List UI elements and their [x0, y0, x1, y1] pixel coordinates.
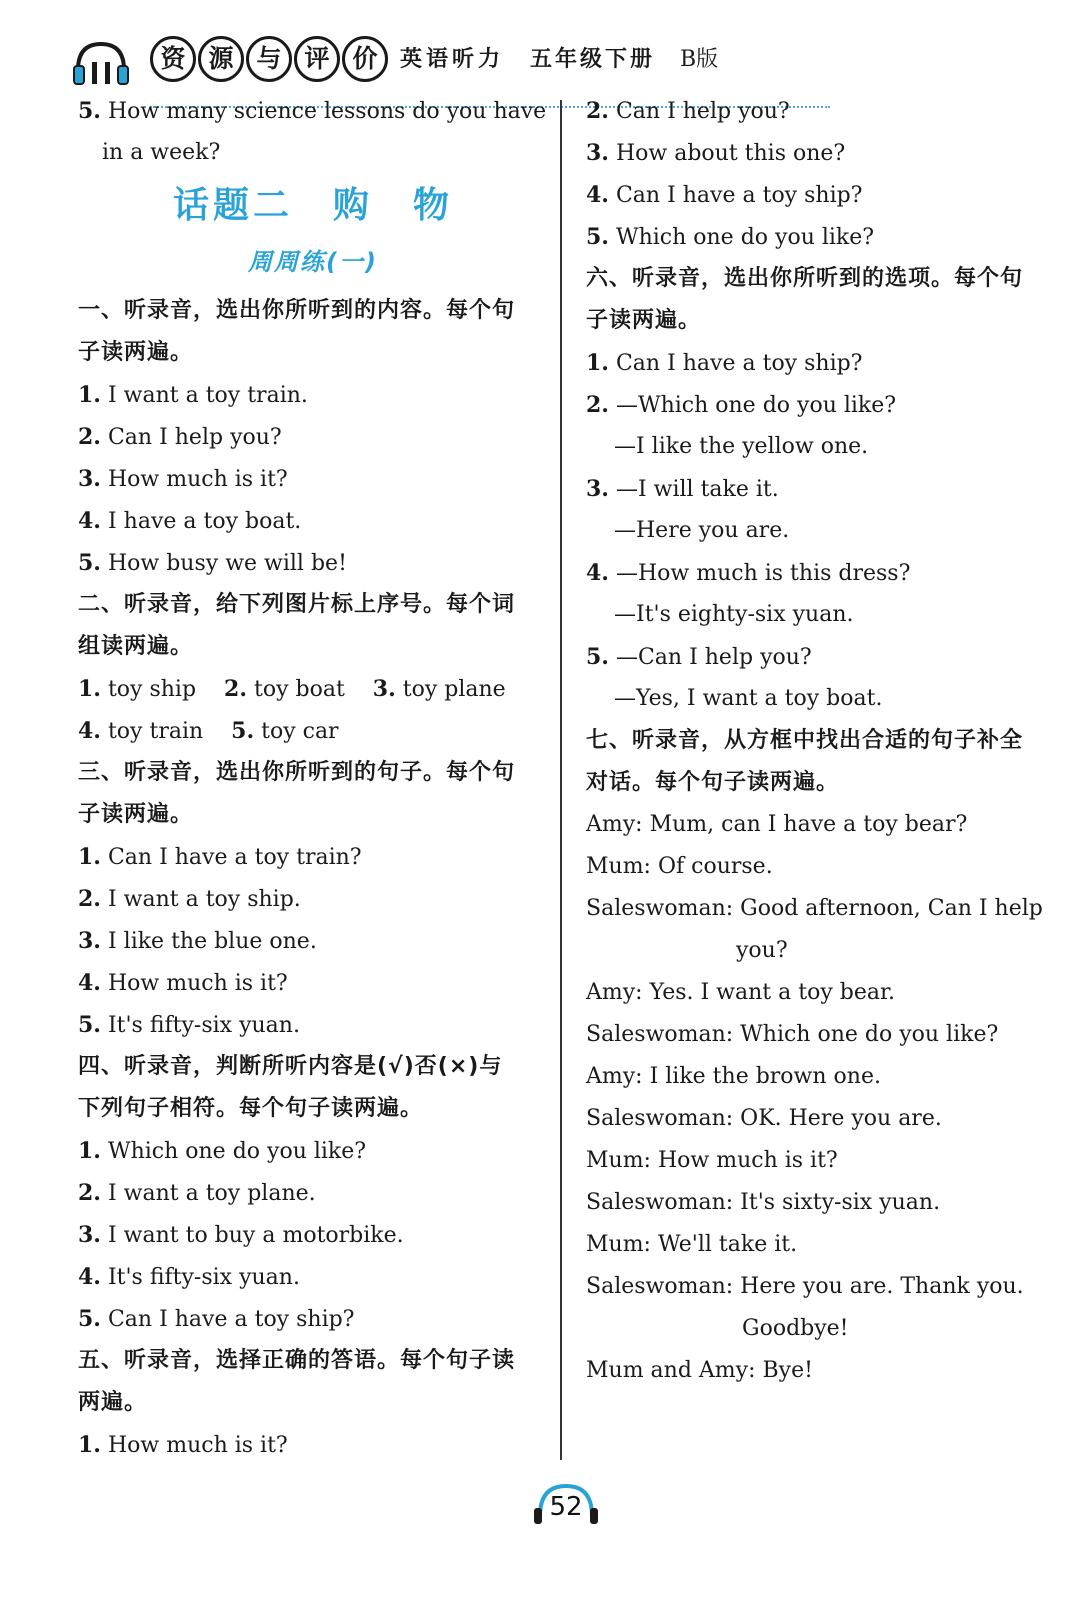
page-number-text: 52: [549, 1492, 583, 1522]
brand-char: 资: [150, 36, 196, 82]
dialog-line: Mum: We'll take it.: [586, 1232, 798, 1257]
brand-char: 价: [342, 36, 388, 82]
list-item: 5. How busy we will be!: [78, 550, 347, 576]
list-item-continuation: —Yes, I want a toy boat.: [614, 686, 883, 711]
dialog-line-continuation: Goodbye!: [742, 1316, 849, 1341]
dialog-line: Saleswoman: Which one do you like?: [586, 1022, 999, 1047]
list-item: 4. —How much is this dress?: [586, 560, 911, 586]
dialog-line: Mum: How much is it?: [586, 1148, 838, 1173]
list-item: 5. Can I have a toy ship?: [78, 1306, 355, 1332]
list-item: 1. Can I have a toy train?: [78, 844, 362, 870]
dialog-line: Mum and Amy: Bye!: [586, 1358, 813, 1383]
section-heading-2: 二、听录音，给下列图片标上序号。每个词: [78, 592, 516, 617]
list-row: 4. toy train 5. toy car: [78, 718, 339, 744]
dialog-line: Amy: Mum, can I have a toy bear?: [586, 812, 968, 837]
section-heading-7: 七、听录音，从方框中找出合适的句子补全: [586, 728, 1024, 753]
section-heading-5: 五、听录音，选择正确的答语。每个句子读: [78, 1348, 516, 1373]
dialog-line: Saleswoman: Good afternoon, Can I help: [586, 896, 1043, 921]
brand-char: 与: [246, 36, 292, 82]
list-item-continuation: in a week?: [102, 140, 221, 165]
list-item: 2. Can I help you?: [78, 424, 282, 450]
list-row: 1. toy ship 2. toy boat 3. toy plane: [78, 676, 506, 702]
list-item: 2. Can I help you?: [586, 98, 790, 124]
dialog-line-continuation: you?: [736, 938, 788, 963]
list-item: 1. I want a toy train.: [78, 382, 308, 408]
list-item-continuation: —It's eighty-six yuan.: [614, 602, 854, 627]
list-item: 2. I want a toy plane.: [78, 1180, 316, 1206]
list-item: 2. I want a toy ship.: [78, 886, 301, 912]
list-item: 1. Which one do you like?: [78, 1138, 367, 1164]
list-item: 4. How much is it?: [78, 970, 288, 996]
brand-char: 评: [294, 36, 340, 82]
dialog-line: Mum: Of course.: [586, 854, 773, 879]
section-heading-4-cont: 下列句子相符。每个句子读两遍。: [78, 1096, 424, 1121]
brand-title: [150, 36, 388, 82]
dialog-line: Amy: Yes. I want a toy bear.: [586, 980, 896, 1005]
list-item: 3. How about this one?: [586, 140, 846, 166]
section-heading-6: 六、听录音，选出你所听到的选项。每个句: [586, 266, 1024, 291]
dialog-line: Amy: I like the brown one.: [586, 1064, 881, 1089]
section-heading-1-cont: 子读两遍。: [78, 340, 194, 365]
section-heading-6-cont: 子读两遍。: [586, 308, 702, 333]
topic-title: 话题二 购 物: [172, 185, 453, 226]
subject-label: 英语听力: [400, 47, 505, 72]
section-heading-3-cont: 子读两遍。: [78, 802, 194, 827]
section-heading-2-cont: 组读两遍。: [78, 634, 194, 659]
list-item-continuation: —I like the yellow one.: [614, 434, 869, 459]
list-item: 5. It's fifty-six yuan.: [78, 1012, 300, 1038]
edition-label: B版: [680, 47, 719, 72]
list-item: 5. —Can I help you?: [586, 644, 812, 670]
list-item: 4. Can I have a toy ship?: [586, 182, 863, 208]
dialog-line: Saleswoman: Here you are. Thank you.: [586, 1274, 1024, 1299]
section-heading-1: 一、听录音，选出你所听到的内容。每个句: [78, 298, 516, 323]
list-item: 3. —I will take it.: [586, 476, 779, 502]
list-item: 3. I like the blue one.: [78, 928, 317, 954]
list-item: 1. How much is it?: [78, 1432, 288, 1458]
page-number: [530, 1478, 602, 1526]
list-item-continuation: —Here you are.: [614, 518, 790, 543]
headphones-icon: [70, 36, 132, 86]
grade-label: 五年级下册: [530, 47, 656, 72]
right-column: [586, 90, 1066, 1392]
list-item: 1. Can I have a toy ship?: [586, 350, 863, 376]
section-heading-4: 四、听录音，判断所听内容是(√)否(×)与: [78, 1054, 503, 1079]
list-item: 5. How many science lessons do you have: [78, 98, 547, 124]
list-item: 3. I want to buy a motorbike.: [78, 1222, 404, 1248]
section-heading-7-cont: 对话。每个句子读两遍。: [586, 770, 840, 795]
section-heading-5-cont: 两遍。: [78, 1390, 148, 1415]
list-item: 4. It's fifty-six yuan.: [78, 1264, 300, 1290]
page-header: [60, 30, 780, 90]
list-item: 3. How much is it?: [78, 466, 288, 492]
brand-char: 源: [198, 36, 244, 82]
list-item: 2. —Which one do you like?: [586, 392, 897, 418]
dialog-line: Saleswoman: It's sixty-six yuan.: [586, 1190, 941, 1215]
weekly-practice-title: 周周练(一): [248, 248, 378, 276]
section-heading-3: 三、听录音，选出你所听到的句子。每个句: [78, 760, 516, 785]
dialog-line: Saleswoman: OK. Here you are.: [586, 1106, 942, 1131]
left-column: [78, 90, 548, 1466]
list-item: 5. Which one do you like?: [586, 224, 875, 250]
column-divider: [560, 100, 562, 1460]
list-item: 4. I have a toy boat.: [78, 508, 302, 534]
